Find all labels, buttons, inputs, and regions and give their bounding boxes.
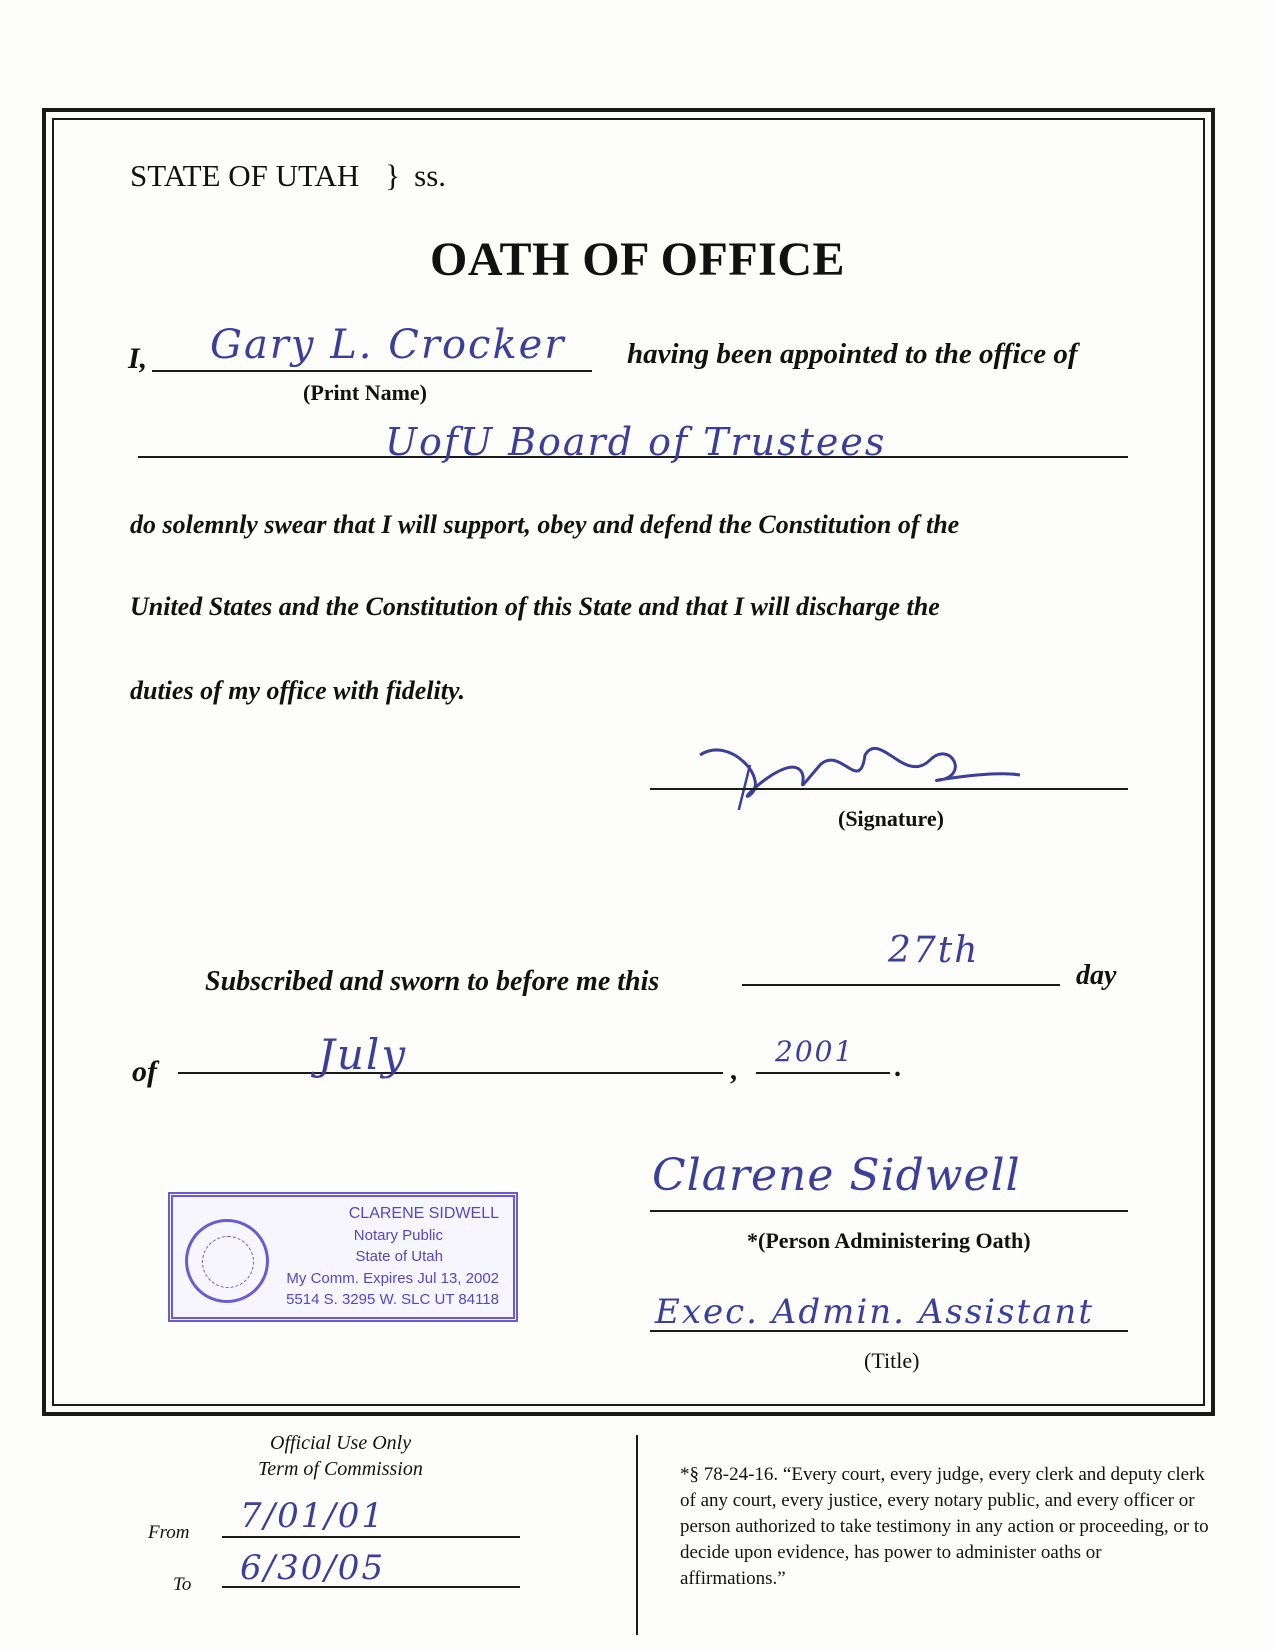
signature-label: (Signature) bbox=[838, 806, 944, 831]
venue-header bbox=[130, 158, 446, 194]
print-name-line bbox=[152, 370, 592, 372]
stamp-expires: My Comm. Expires Jul 13, 2002 bbox=[286, 1270, 499, 1287]
state-name: STATE OF UTAH bbox=[130, 158, 360, 193]
notary-stamp bbox=[168, 1192, 518, 1322]
term-heading: Term of Commission bbox=[258, 1458, 423, 1480]
title-label: (Title) bbox=[864, 1348, 920, 1373]
oath-line-2: United States and the Constitution of this State and that I will discharge the bbox=[130, 592, 940, 621]
handwritten-office: UofU Board of Trustees bbox=[385, 420, 887, 464]
sworn-text: Subscribed and sworn to before me this bbox=[205, 966, 660, 997]
handwritten-name: Gary L. Crocker bbox=[210, 322, 566, 368]
year-line bbox=[756, 1072, 890, 1074]
date-comma: , bbox=[730, 1055, 737, 1086]
oath-line-3: duties of my office with fidelity. bbox=[130, 676, 466, 705]
venue-ss: ss. bbox=[414, 158, 447, 193]
stamp-state: State of Utah bbox=[355, 1248, 443, 1265]
administrator-label: *(Person Administering Oath) bbox=[747, 1228, 1031, 1253]
signature-scribble bbox=[690, 725, 1030, 810]
from-line bbox=[222, 1536, 520, 1538]
print-name-label: (Print Name) bbox=[303, 380, 428, 405]
of-label: of bbox=[132, 1055, 157, 1088]
stamp-role: Notary Public bbox=[353, 1227, 443, 1244]
official-use-heading: Official Use Only bbox=[270, 1432, 412, 1454]
state-seal-icon bbox=[185, 1219, 269, 1303]
statute-footnote: *§ 78-24-16. “Every court, every judge, every clerk and deputy clerk of any court, every justice, every notary public, and every officer or person authorized to take testimony in any action or proceeding, or to decide upon evidence, has power to administer oaths or affirmations.” bbox=[680, 1464, 1209, 1589]
handwritten-month: July bbox=[318, 1030, 408, 1079]
to-label: To bbox=[173, 1574, 192, 1595]
from-label: From bbox=[148, 1522, 190, 1543]
signature-line bbox=[650, 788, 1128, 790]
handwritten-title: Exec. Admin. Assistant bbox=[655, 1292, 1094, 1332]
handwritten-day: 27th bbox=[888, 930, 980, 971]
stamp-address: 5514 S. 3295 W. SLC UT 84118 bbox=[286, 1291, 499, 1308]
administrator-line bbox=[650, 1210, 1128, 1212]
date-period: . bbox=[894, 1052, 901, 1083]
venue-brace: } bbox=[385, 158, 401, 193]
handwritten-to: 6/30/05 bbox=[240, 1548, 386, 1588]
handwritten-from: 7/01/01 bbox=[240, 1496, 386, 1536]
document-title: OATH OF OFFICE bbox=[430, 233, 845, 286]
handwritten-administrator: Clarene Sidwell bbox=[652, 1150, 1021, 1201]
month-line bbox=[178, 1072, 723, 1074]
footer-divider bbox=[636, 1435, 638, 1635]
day-line bbox=[742, 984, 1060, 986]
appointed-text: having been appointed to the office of bbox=[627, 338, 1078, 370]
title-line bbox=[650, 1330, 1128, 1332]
i-prefix: I, bbox=[128, 342, 148, 375]
stamp-name: CLARENE SIDWELL bbox=[348, 1205, 499, 1222]
handwritten-year: 2001 bbox=[775, 1035, 855, 1068]
day-label: day bbox=[1076, 960, 1117, 991]
oath-line-1: do solemnly swear that I will support, obey and defend the Constitution of the bbox=[130, 510, 960, 539]
